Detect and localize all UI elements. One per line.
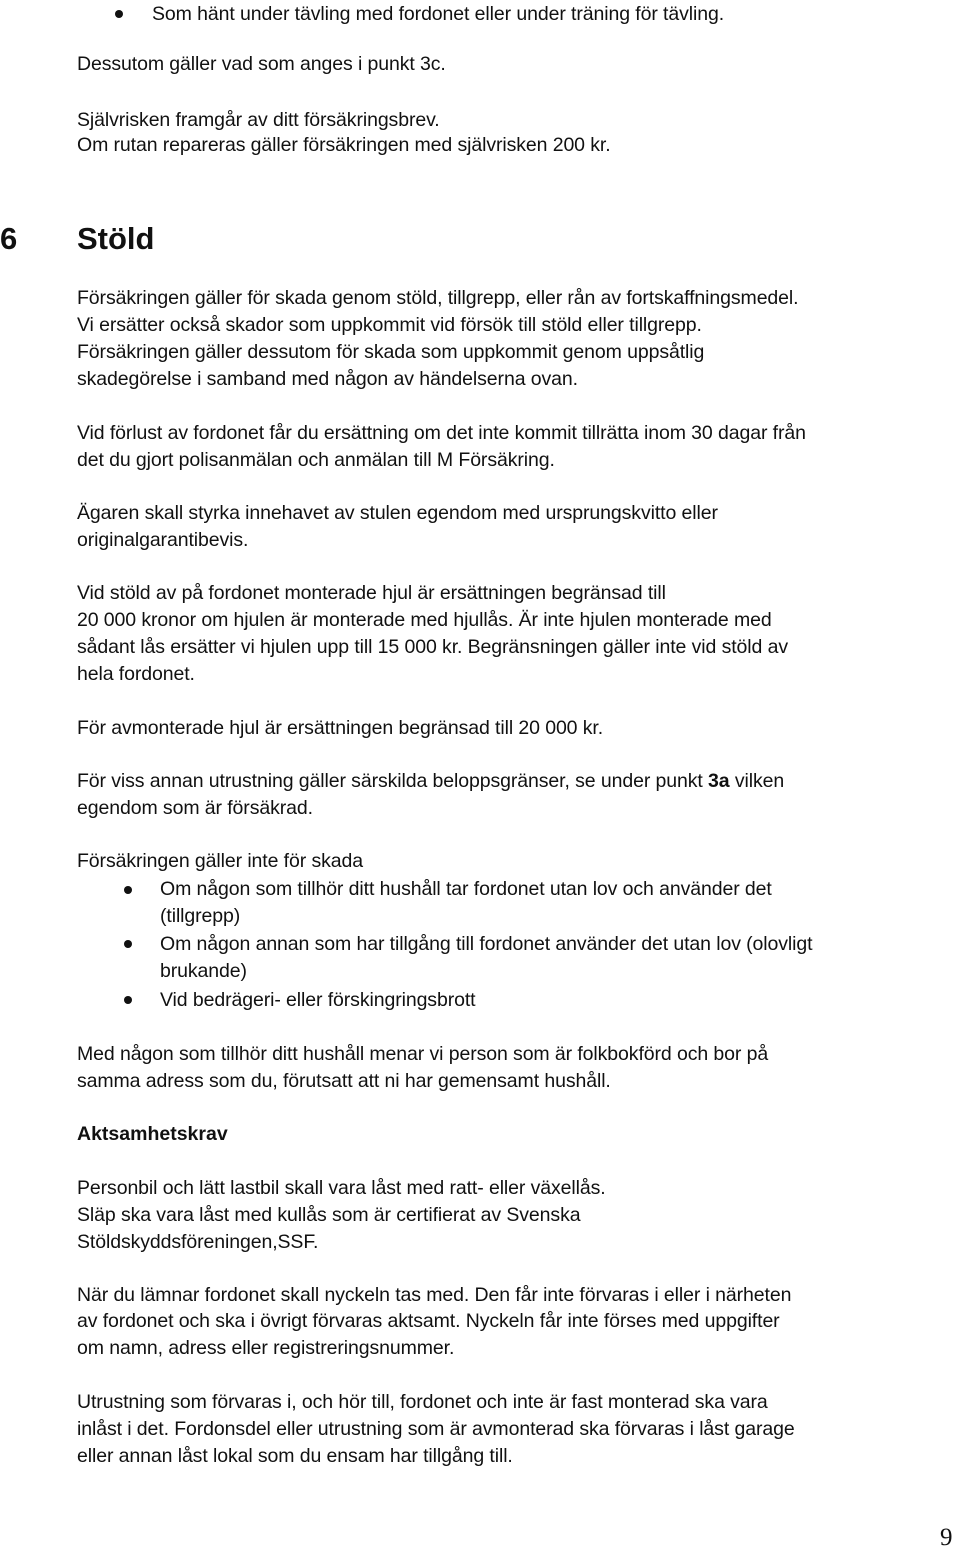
paragraph-line: sådant lås ersätter vi hjulen upp till 15 000 kr. Begränsningen gäller inte vid stöld av xyxy=(77,636,788,658)
paragraph-line: av fordonet och ska i övrigt förvaras aktsamt. Nyckeln får inte förses med uppgifter xyxy=(77,1310,780,1332)
list-item: Om någon annan som har tillgång till fordonet använder det utan lov (olovligt xyxy=(160,933,813,955)
text-run: För viss annan utrustning gäller särskilda beloppsgränser, se under punkt xyxy=(77,770,709,792)
section-title: Stöld xyxy=(77,221,155,256)
bullet-icon xyxy=(115,10,123,18)
paragraph-line: Vid stöld av på fordonet monterade hjul är ersättningen begränsad till xyxy=(77,582,666,604)
paragraph-line: samma adress som du, förutsatt att ni har gemensamt hushåll. xyxy=(77,1070,611,1092)
paragraph-line: Stöldskyddsföreningen,SSF. xyxy=(77,1231,319,1253)
page-number: 9 xyxy=(940,1524,953,1551)
list-item: (tillgrepp) xyxy=(160,905,241,927)
bullet-icon xyxy=(124,940,132,948)
text-run: vilken xyxy=(729,770,785,792)
paragraph-line: Ägaren skall styrka innehavet av stulen egendom med ursprungskvitto eller xyxy=(77,502,718,524)
paragraph-line: om namn, adress eller registreringsnummer. xyxy=(77,1337,455,1359)
paragraph-line: egendom som är försäkrad. xyxy=(77,797,313,819)
paragraph-line: Vi ersätter också skador som uppkommit vid försök till stöld eller tillgrepp. xyxy=(77,314,702,336)
list-item: Vid bedrägeri- eller förskingringsbrott xyxy=(160,989,476,1011)
paragraph-line: hela fordonet. xyxy=(77,663,195,685)
paragraph-line: Dessutom gäller vad som anges i punkt 3c. xyxy=(77,53,446,75)
paragraph-line xyxy=(77,768,784,795)
paragraph-line: eller annan låst lokal som du ensam har tillgång till. xyxy=(77,1445,513,1467)
paragraph-line: Försäkringen gäller för skada genom stöld, tillgrepp, eller rån av fortskaffningsmedel. xyxy=(77,287,799,309)
paragraph-line: Utrustning som förvaras i, och hör till, fordonet och inte är fast monterad ska vara xyxy=(77,1391,768,1413)
list-item: brukande) xyxy=(160,960,247,982)
paragraph-line: 20 000 kronor om hjulen är monterade med hjullås. Är inte hjulen monterade med xyxy=(77,609,772,631)
paragraph-line: När du lämnar fordonet skall nyckeln tas med. Den får inte förvaras i eller i närheten xyxy=(77,1284,792,1306)
list-item: Om någon som tillhör ditt hushåll tar fordonet utan lov och använder det xyxy=(160,878,772,900)
paragraph-line: Försäkringen gäller dessutom för skada som uppkommit genom uppsåtlig xyxy=(77,341,705,363)
bullet-icon xyxy=(124,996,132,1004)
list-item: Som hänt under tävling med fordonet eller under träning för tävling. xyxy=(152,3,725,25)
paragraph-line: inlåst i det. Fordonsdel eller utrustning som är avmonterad ska förvaras i låst garage xyxy=(77,1418,795,1440)
paragraph-line: Personbil och lätt lastbil skall vara låst med ratt- eller växellås. xyxy=(77,1177,606,1199)
paragraph-line: Självrisken framgår av ditt försäkringsbrev. xyxy=(77,109,440,131)
paragraph-line: Med någon som tillhör ditt hushåll menar vi person som är folkbokförd och bor på xyxy=(77,1043,769,1065)
paragraph-line: det du gjort polisanmälan och anmälan till M Försäkring. xyxy=(77,449,555,471)
bullet-icon xyxy=(124,886,132,894)
paragraph-line: Släp ska vara låst med kullås som är certifierat av Svenska xyxy=(77,1204,581,1226)
paragraph-line: Vid förlust av fordonet får du ersättning om det inte kommit tillrätta inom 30 dagar från xyxy=(77,422,806,444)
paragraph-line: skadegörelse i samband med någon av händelserna ovan. xyxy=(77,368,578,390)
paragraph-line: Om rutan repareras gäller försäkringen med självrisken 200 kr. xyxy=(77,134,611,156)
paragraph-line: originalgarantibevis. xyxy=(77,529,249,551)
paragraph-line: För avmonterade hjul är ersättningen begränsad till 20 000 kr. xyxy=(77,717,604,739)
section-number: 6 xyxy=(0,221,18,256)
subsection-title: Aktsamhetskrav xyxy=(77,1123,228,1145)
bold-reference: 3a xyxy=(708,770,730,792)
paragraph-line: Försäkringen gäller inte för skada xyxy=(77,850,363,872)
